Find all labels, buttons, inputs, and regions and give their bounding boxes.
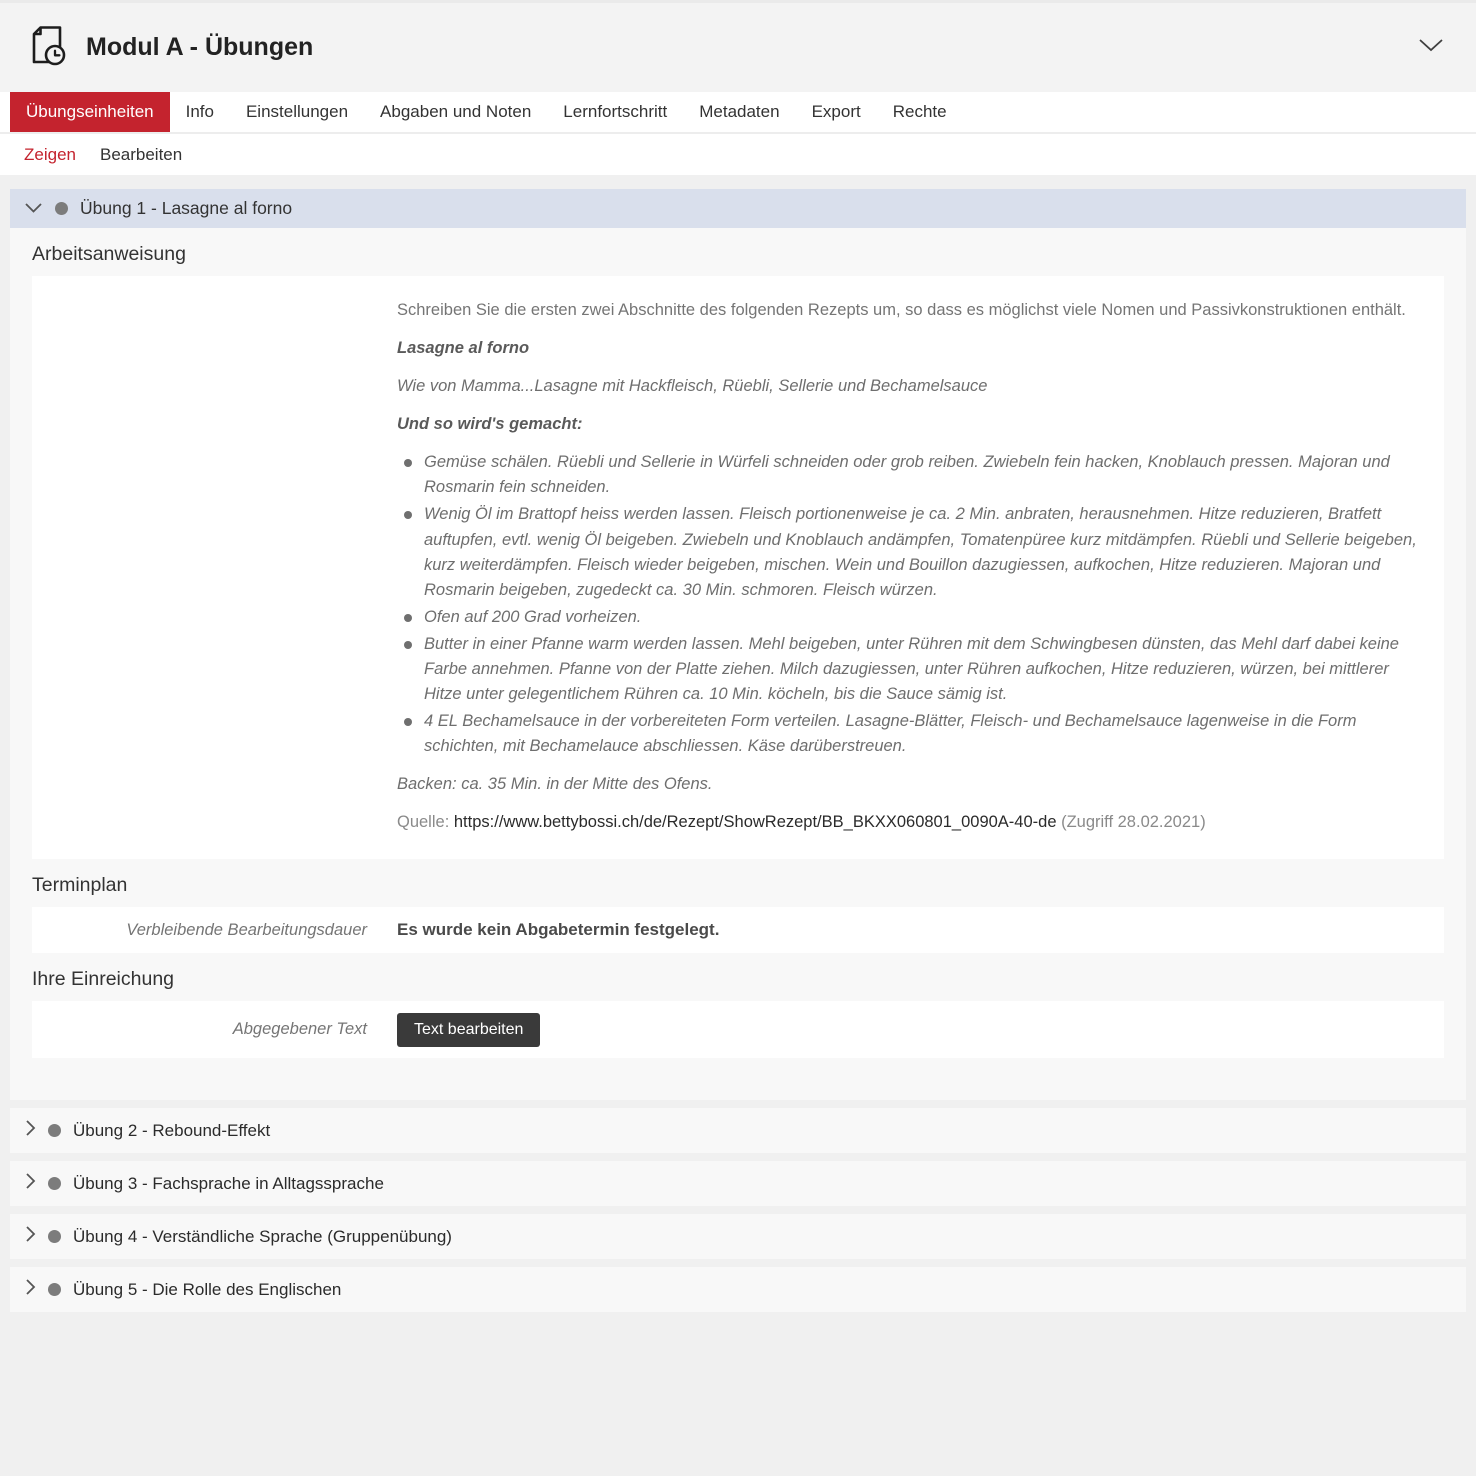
source-link[interactable]: https://www.bettybossi.ch/de/Rezept/ShowRezept/BB_BKXX060801_0090A-40-de bbox=[453, 813, 1057, 832]
tab-abgaben-und-noten[interactable]: Abgaben und Noten bbox=[380, 102, 532, 121]
section-heading-arbeitsanweisung: Arbeitsanweisung bbox=[32, 243, 186, 265]
chevron-right-icon bbox=[25, 1119, 36, 1142]
instruction-intro: Schreiben Sie die ersten zwei Abschnitte des folgenden Rezepts um, so dass es möglichst viele Nomen und Passivkonstruktionen enthält. bbox=[397, 301, 1406, 319]
exercise-1-header[interactable] bbox=[10, 189, 1466, 228]
chevron-down-icon bbox=[24, 198, 43, 219]
status-dot-icon bbox=[48, 1283, 61, 1296]
tab-lernfortschritt[interactable]: Lernfortschritt bbox=[563, 102, 668, 121]
status-dot-icon bbox=[48, 1177, 61, 1190]
status-dot-icon bbox=[48, 1124, 61, 1137]
exercise-list bbox=[10, 189, 1466, 1312]
tab-info[interactable]: Info bbox=[185, 102, 214, 121]
exercise-4-header[interactable] bbox=[10, 1214, 1466, 1259]
tab-einstellungen[interactable]: Einstellungen bbox=[245, 102, 349, 121]
recipe-step: Butter in einer Pfanne warm werden lassen. Mehl beigeben, unter Rühren mit dem Schwingbesen dünsten, das Mehl darf dabei keine Farbe annehmen. Pfanne von der Platte ziehen. Milch dazugiessen, unter Rühren aufkochen, Hitze reduzieren, würzen, bei mittlerer Hitze unter gelegentlichem Rühren ca. 10 Min. köcheln, bis die Sauce sämig ist. bbox=[397, 632, 1418, 707]
exercise-1-title: Übung 1 - Lasagne al forno bbox=[80, 198, 293, 218]
chevron-right-icon bbox=[25, 1278, 36, 1301]
baking-note: Backen: ca. 35 Min. in der Mitte des Ofens. bbox=[397, 775, 713, 794]
remaining-duration-label: Verbleibende Bearbeitungsdauer bbox=[126, 920, 367, 939]
exercise-5-header[interactable] bbox=[10, 1267, 1466, 1312]
exercise-3-header[interactable] bbox=[10, 1161, 1466, 1206]
recipe-steps-list bbox=[397, 450, 1418, 759]
section-heading-terminplan: Terminplan bbox=[32, 874, 128, 897]
section-heading-einreichung: Ihre Einreichung bbox=[32, 968, 175, 991]
recipe-subtitle: Wie von Mamma...Lasagne mit Hackfleisch, Rüebli, Sellerie und Bechamelsauce bbox=[397, 377, 988, 396]
tab-uebungseinheiten[interactable]: Übungseinheiten bbox=[10, 92, 170, 132]
recipe-steps-heading: Und so wird's gemacht: bbox=[397, 415, 583, 434]
chevron-down-icon bbox=[1418, 39, 1444, 56]
sub-nav bbox=[0, 132, 1476, 175]
tab-metadaten[interactable]: Metadaten bbox=[699, 102, 780, 121]
exercise-4-title: Übung 4 - Verständliche Sprache (Gruppenübung) bbox=[73, 1226, 452, 1246]
edit-text-button[interactable]: Text bearbeiten bbox=[397, 1013, 540, 1047]
subnav-zeigen[interactable]: Zeigen bbox=[24, 144, 76, 164]
status-dot-icon bbox=[48, 1230, 61, 1243]
einreichung-row bbox=[32, 1001, 1444, 1058]
exercise-5-title: Übung 5 - Die Rolle des Englischen bbox=[73, 1279, 342, 1299]
source-line bbox=[397, 810, 1418, 835]
recipe-step: Gemüse schälen. Rüebli und Sellerie in Würfeli schneiden oder grob reiben. Zwiebeln fein hacken, Knoblauch pressen. Majoran und Rosmarin fein schneiden. bbox=[397, 450, 1418, 500]
task-file-clock-icon bbox=[24, 22, 70, 73]
exercise-1-panel bbox=[10, 189, 1466, 1100]
course-element-header bbox=[0, 0, 1476, 92]
exercise-3-title: Übung 3 - Fachsprache in Alltagssprache bbox=[73, 1173, 384, 1193]
submitted-text-label: Abgegebener Text bbox=[232, 1020, 367, 1039]
status-dot-icon bbox=[55, 202, 68, 215]
recipe-title: Lasagne al forno bbox=[397, 339, 530, 358]
arbeitsanweisung-box bbox=[32, 276, 1444, 859]
remaining-duration-value: Es wurde kein Abgabetermin festgelegt. bbox=[397, 920, 720, 940]
tab-rechte[interactable]: Rechte bbox=[892, 102, 947, 121]
page-title: Modul A - Übungen bbox=[86, 33, 314, 61]
exercise-1-body bbox=[10, 243, 1466, 1058]
chevron-right-icon bbox=[25, 1172, 36, 1195]
chevron-right-icon bbox=[25, 1225, 36, 1248]
source-access-date: (Zugriff 28.02.2021) bbox=[1061, 813, 1206, 832]
exercise-2-header[interactable] bbox=[10, 1108, 1466, 1153]
recipe-step: Wenig Öl im Brattopf heiss werden lassen. Fleisch portionenweise je ca. 2 Min. anbraten, herausnehmen. Hitze reduzieren, Bratfett auftupfen, evtl. wenig Öl beigeben. Zwiebeln und Knoblauch andämpfen, Tomatenpüree kurz mitdämpfen. Rüebli und Sellerie beigeben, kurz weiterdämpfen. Fleisch wieder beigeben, mischen. Wein und Bouillon dazugiessen, aufkochen, Hitze reduzieren. Majoran und Rosmarin beigeben, zugedeckt ca. 30 Min. schmoren. Fleisch würzen. bbox=[397, 502, 1418, 602]
recipe-step: 4 EL Bechamelsauce in der vorbereiteten Form verteilen. Lasagne-Blätter, Fleisch- und Bechamelsauce lagenweise in die Form schichten, mit Bechamelauce abschliessen. Käse darüberstreuen. bbox=[397, 709, 1418, 759]
subnav-bearbeiten[interactable]: Bearbeiten bbox=[99, 144, 183, 164]
tab-export[interactable]: Export bbox=[811, 102, 861, 121]
tab-bar bbox=[0, 92, 1476, 132]
source-label: Quelle: bbox=[397, 813, 450, 832]
recipe-step: Ofen auf 200 Grad vorheizen. bbox=[397, 605, 1418, 630]
terminplan-row bbox=[32, 907, 1444, 953]
header-collapse-button[interactable] bbox=[1412, 32, 1450, 63]
exercise-2-title: Übung 2 - Rebound-Effekt bbox=[73, 1120, 271, 1140]
